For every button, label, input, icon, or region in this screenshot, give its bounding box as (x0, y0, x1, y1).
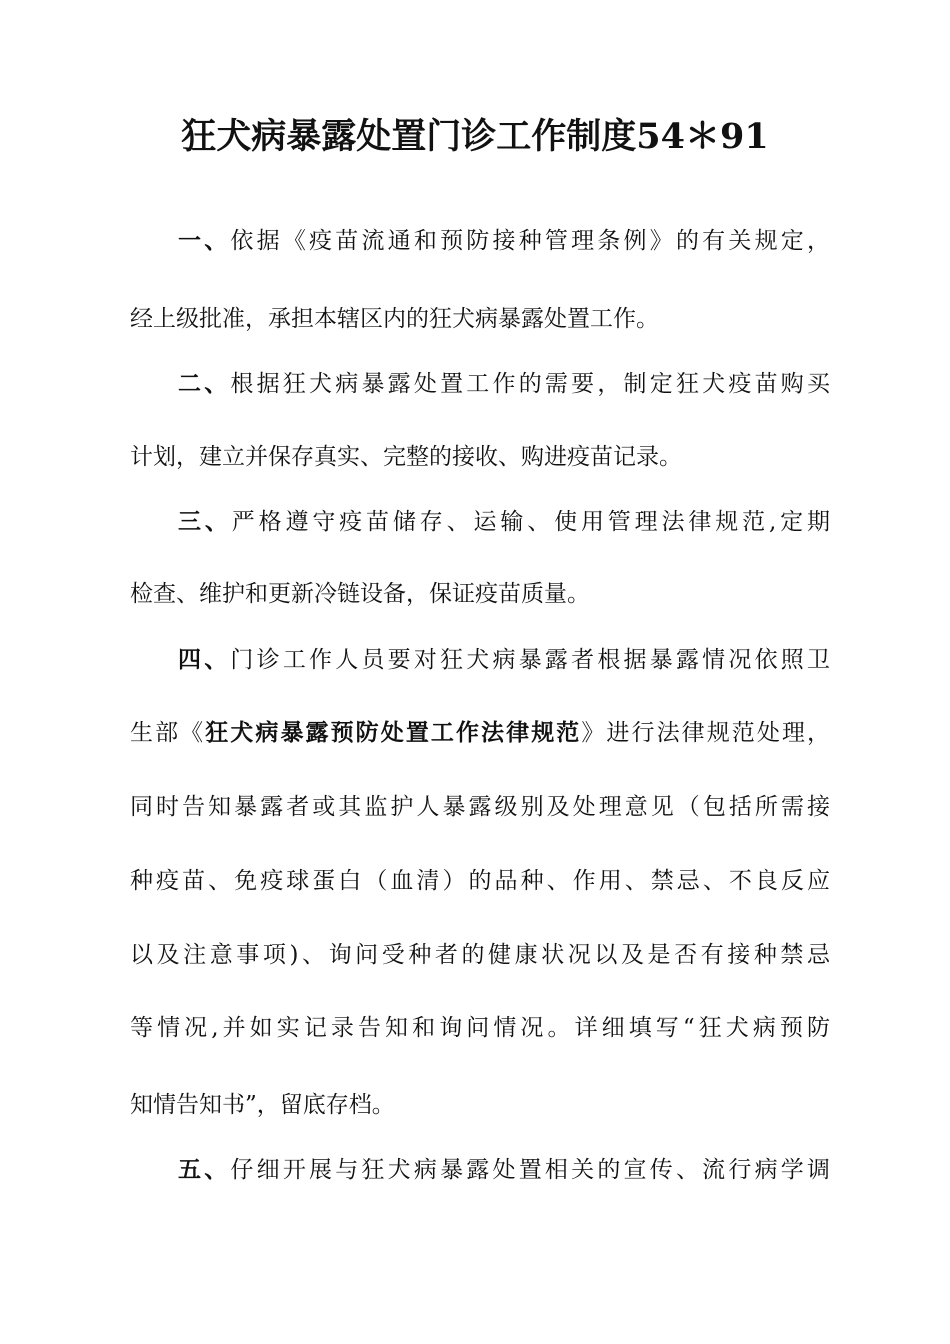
paragraph-5-line-1 (178, 1153, 830, 1187)
line-text: 依据《疫苗流通和预防接种管理条例》的有关规定， (230, 228, 831, 254)
line-text: 知情告知书”，留底存档。 (130, 1092, 395, 1118)
paragraph-4-line-2 (130, 716, 830, 750)
section-number: 三、 (178, 508, 232, 535)
paragraph-1-line-2 (130, 302, 830, 336)
line-text: 计划，建立并保存真实、完整的接收、购进疫苗记录。 (130, 444, 682, 470)
line-text: 以及注意事项)、询问受种者的健康状况以及是否有接种禁忌 (130, 942, 830, 968)
paragraph-4-line-7 (130, 1088, 830, 1122)
line-text: 等情况,并如实记录告知和询问情况。详细填写“狂犬病预防 (130, 1015, 830, 1041)
line-text: 》进行法律规范处理， (581, 720, 831, 746)
paragraph-3-line-1 (178, 505, 830, 539)
line-text: 检查、维护和更新冷链设备，保证疫苗质量。 (130, 581, 590, 607)
line-text: 经上级批准，承担本辖区内的狂犬病暴露处置工作。 (130, 306, 659, 332)
line-text: 仔细开展与狂犬病暴露处置相关的宣传、流行病学调 (230, 1157, 831, 1183)
paragraph-3-line-2 (130, 577, 830, 611)
paragraph-2-line-1 (178, 367, 830, 401)
document-title: 狂犬病暴露处置门诊工作制度54＊91 (181, 116, 769, 157)
paragraph-1-line-1 (178, 224, 830, 258)
paragraph-4-line-1 (178, 643, 830, 677)
section-number: 一、 (178, 227, 231, 254)
section-number: 四、 (178, 646, 231, 673)
line-text: 根据狂犬病暴露处置工作的需要，制定狂犬疫苗购买 (230, 371, 831, 397)
line-text: 门诊工作人员要对狂犬病暴露者根据暴露情况依照卫 (230, 647, 831, 673)
line-text: 同时告知暴露者或其监护人暴露级别及处理意见（包括所需接 (130, 794, 830, 820)
section-number: 五、 (178, 1156, 231, 1183)
line-text: 生部《 (130, 720, 206, 746)
paragraph-4-line-3 (130, 790, 830, 824)
regulation-name: 狂犬病暴露预防处置工作法律规范 (205, 719, 582, 746)
paragraph-4-line-5 (130, 938, 830, 972)
line-text: 严格遵守疫苗储存、运输、使用管理法律规范,定期 (231, 509, 831, 535)
paragraph-4-line-6 (130, 1011, 830, 1045)
section-number: 二、 (178, 370, 231, 397)
line-text: 种疫苗、免疫球蛋白（血清）的品种、作用、禁忌、不良反应 (130, 868, 830, 894)
paragraph-2-line-2 (130, 440, 830, 474)
paragraph-4-line-4 (130, 864, 830, 898)
